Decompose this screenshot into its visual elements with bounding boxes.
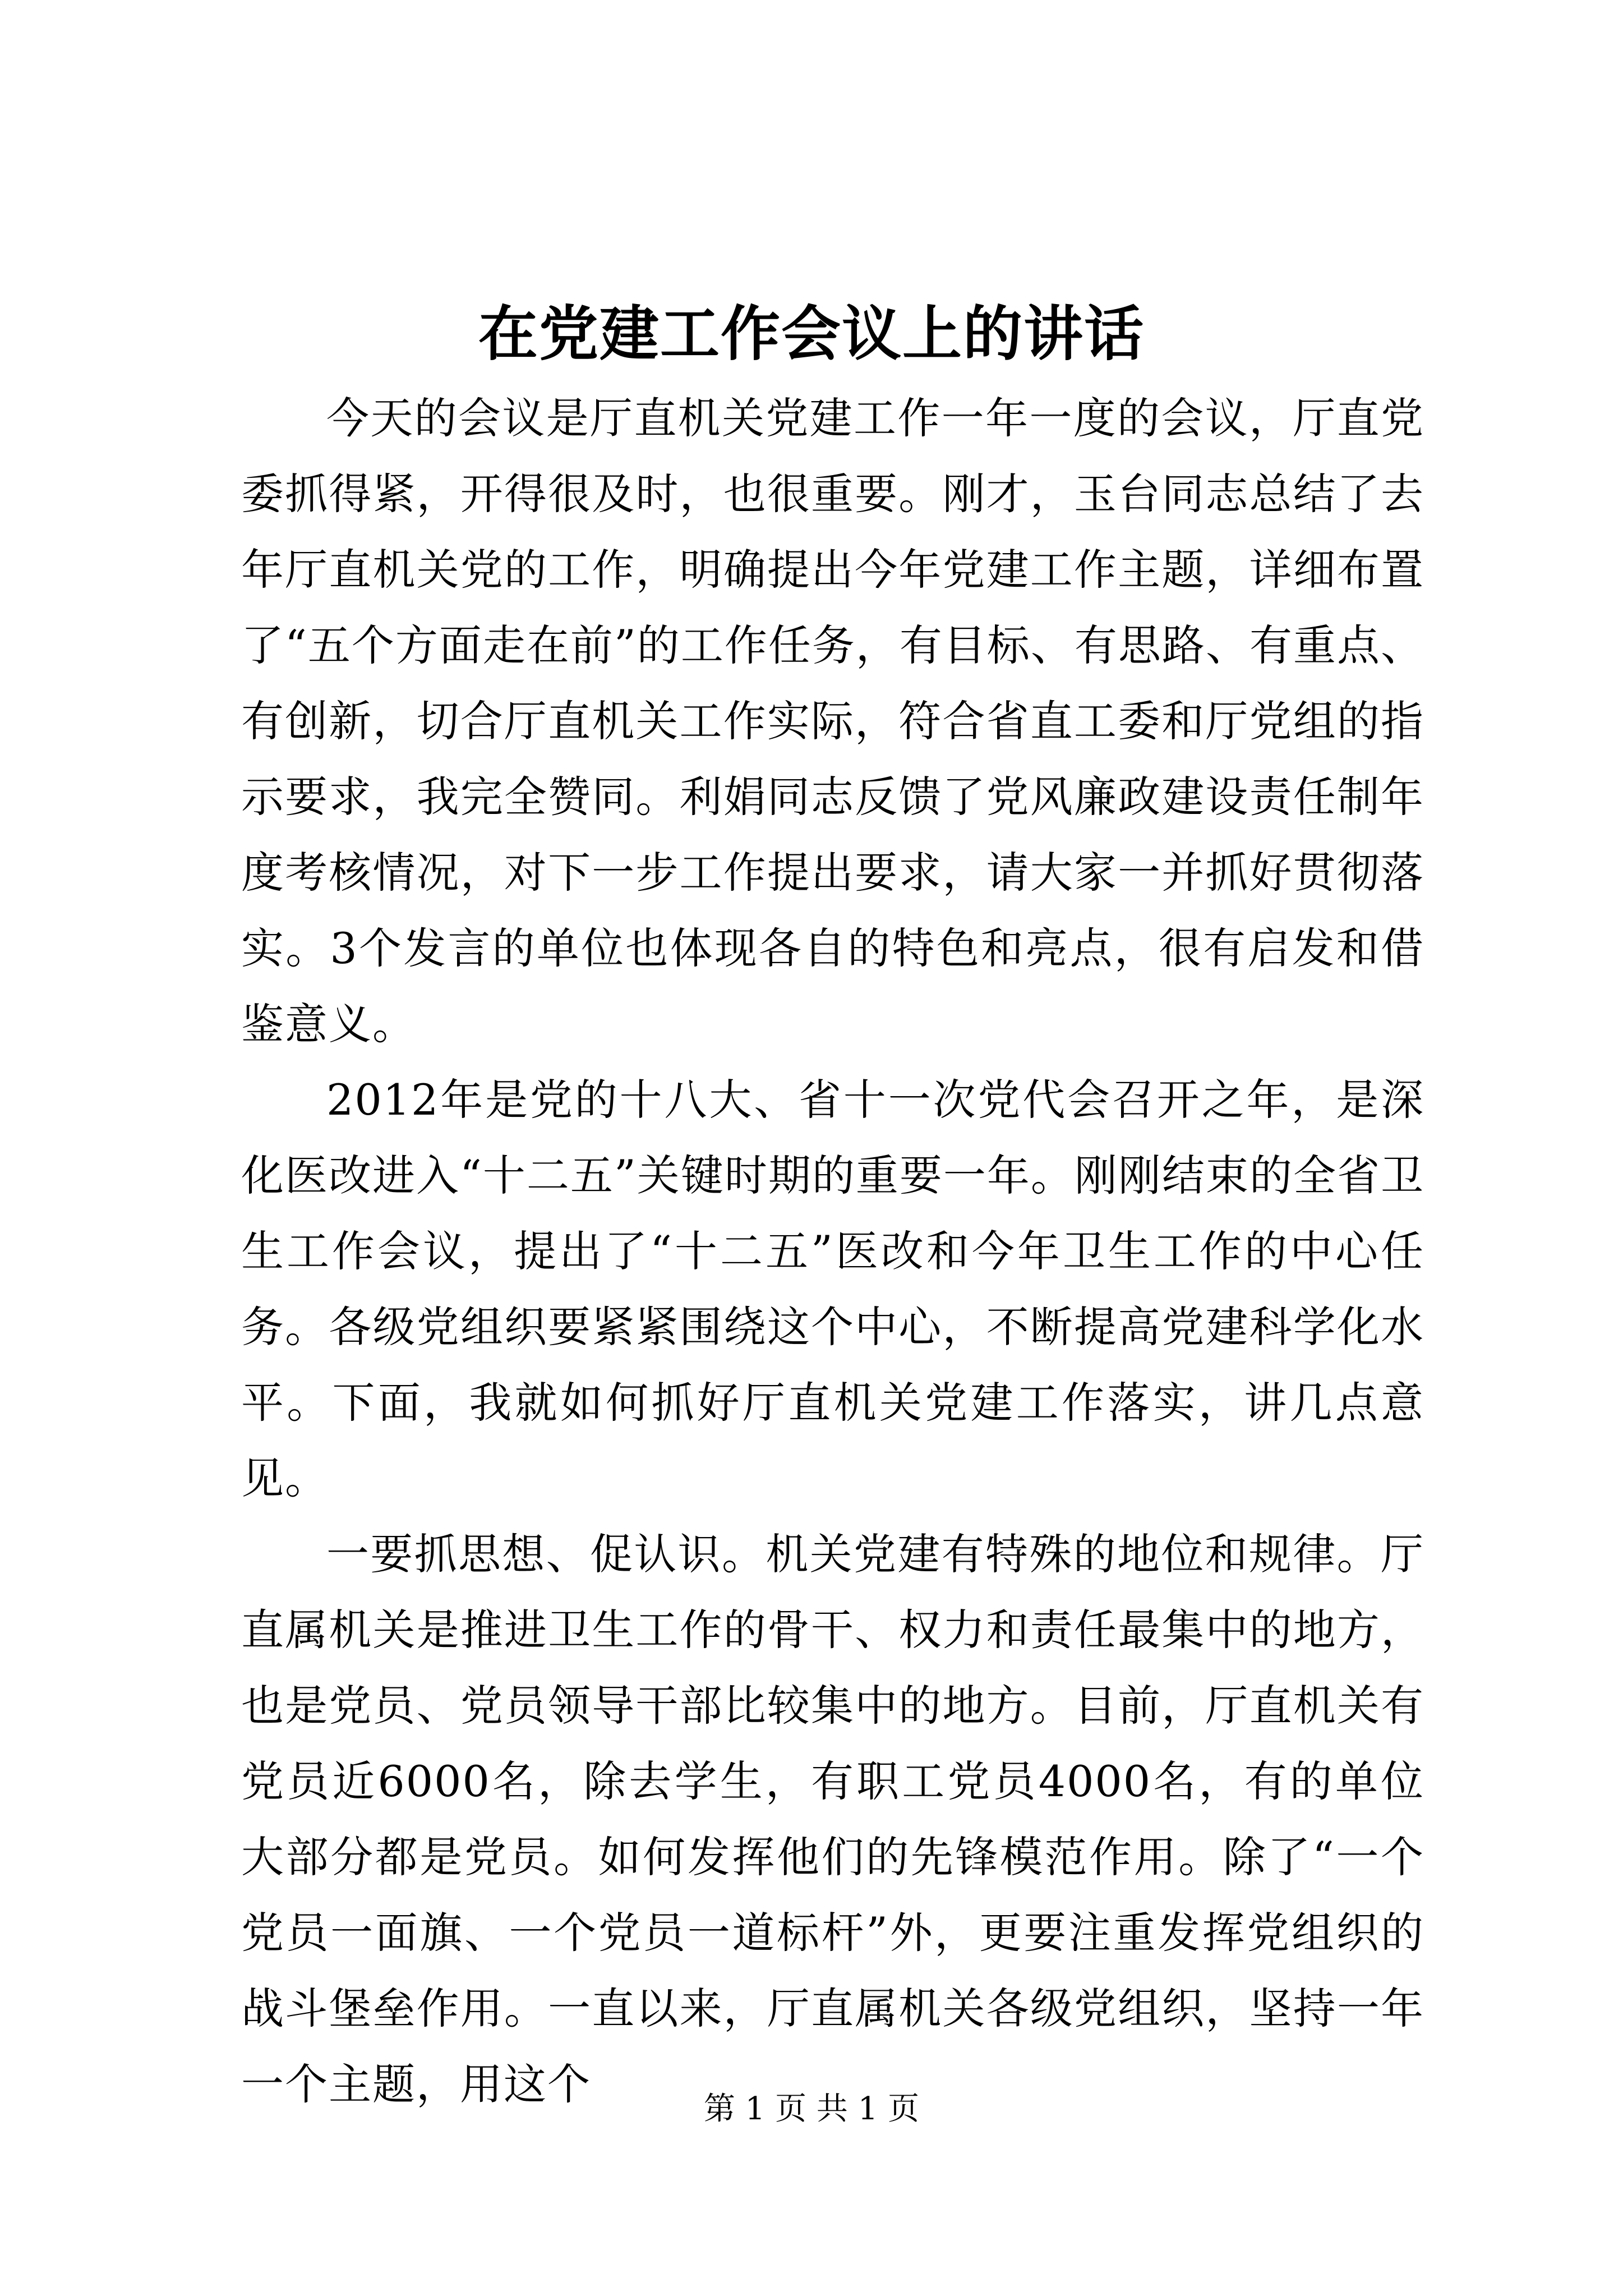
paragraph-2: 2012年是党的十八大、省十一次党代会召开之年，是深化医改进入“十二五”关键时期的重要一年。刚刚结束的全省卫生工作会议，提出了“十二五”医改和今年卫生工作的中心任务。各级党组织要紧紧围绕这个中心，不断提高党建科学化水平。下面，我就如何抓好厅直机关党建工作落实，讲几点意见。 bbox=[241, 1075, 1424, 1503]
document-title: 在党建工作会议上的讲话 bbox=[478, 298, 1145, 369]
paragraph-3: 一要抓思想、促认识。机关党建有特殊的地位和规律。厅直属机关是推进卫生工作的骨干、权力和责任最集中的地方，也是党员、党员领导干部比较集中的地方。目前，厅直机关有党员近6000名，除去学生，有职工党员4000名，有的单位大部分都是党员。如何发挥他们的先锋模范作用。除了“一个党员一面旗、一个党员一道标杆”外，更要注重发挥党组织的战斗堡垒作用。一直以来，厅直属机关各级党组织，坚持一年一个主题，用这个 bbox=[241, 1529, 1424, 2109]
page-number-footer: 第 1 页 共 1 页 bbox=[703, 2091, 920, 2127]
document-body bbox=[241, 380, 1424, 2122]
paragraph-1: 今天的会议是厅直机关党建工作一年一度的会议，厅直党委抓得紧，开得很及时，也很重要。刚才，玉台同志总结了去年厅直机关党的工作，明确提出今年党建工作主题，详细布置了“五个方面走在前”的工作任务，有目标、有思路、有重点、有创新，切合厅直机关工作实际，符合省直工委和厅党组的指示要求，我完全赞同。利娟同志反馈了党风廉政建设责任制年度考核情况，对下一步工作提出要求，请大家一并抓好贯彻落实。3个发言的单位也体现各自的特色和亮点，很有启发和借鉴意义。 bbox=[241, 393, 1424, 1049]
